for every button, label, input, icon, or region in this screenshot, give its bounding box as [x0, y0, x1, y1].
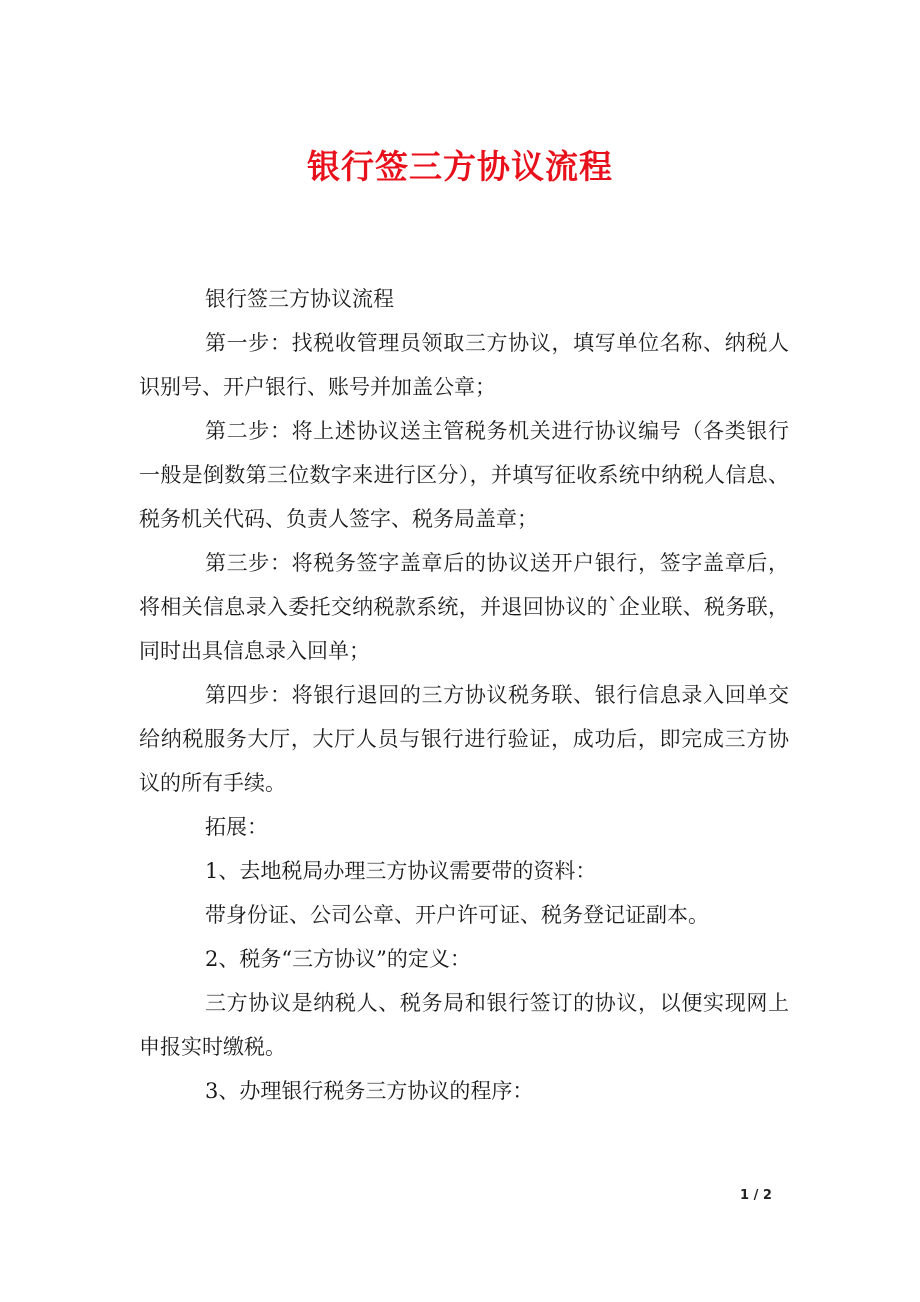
paragraph-step-3: 第三步：将税务签字盖章后的协议送开户银行，签字盖章后，将相关信息录入委托交纳税款系统，并退回协议的`企业联、税务联，同时出具信息录入回单； [139, 551, 789, 663]
paragraph-item-2-detail: 三方协议是纳税人、税务局和银行签订的协议，以便实现网上申报实时缴税。 [139, 991, 789, 1059]
document-title: 银行签三方协议流程 [307, 147, 613, 186]
paragraph-extension: 拓展： [205, 815, 268, 839]
paragraph-item-1: 1、去地税局办理三方协议需要带的资料： [205, 859, 597, 883]
paragraph-step-1: 第一步：找税收管理员领取三方协议，填写单位名称、纳税人识别号、开户银行、账号并加盖公章； [139, 331, 789, 399]
paragraph-step-4: 第四步：将银行退回的三方协议税务联、银行信息录入回单交给纳税服务大厅，大厅人员与银行进行验证，成功后，即完成三方协议的所有手续。 [139, 683, 789, 795]
paragraph-heading: 银行签三方协议流程 [205, 287, 394, 311]
page-number: 1 / 2 [740, 1188, 772, 1203]
paragraph-item-3: 3、办理银行税务三方协议的程序： [205, 1079, 534, 1103]
paragraph-item-1-detail: 带身份证、公司公章、开户许可证、税务登记证副本。 [205, 903, 709, 927]
paragraph-step-2: 第二步：将上述协议送主管税务机关进行协议编号（各类银行一般是倒数第三位数字来进行区分），并填写征收系统中纳税人信息、税务机关代码、负责人签字、税务局盖章； [139, 419, 789, 531]
paragraph-item-2: 2、税务“三方协议”的定义： [205, 947, 471, 971]
document-body [139, 277, 789, 1113]
